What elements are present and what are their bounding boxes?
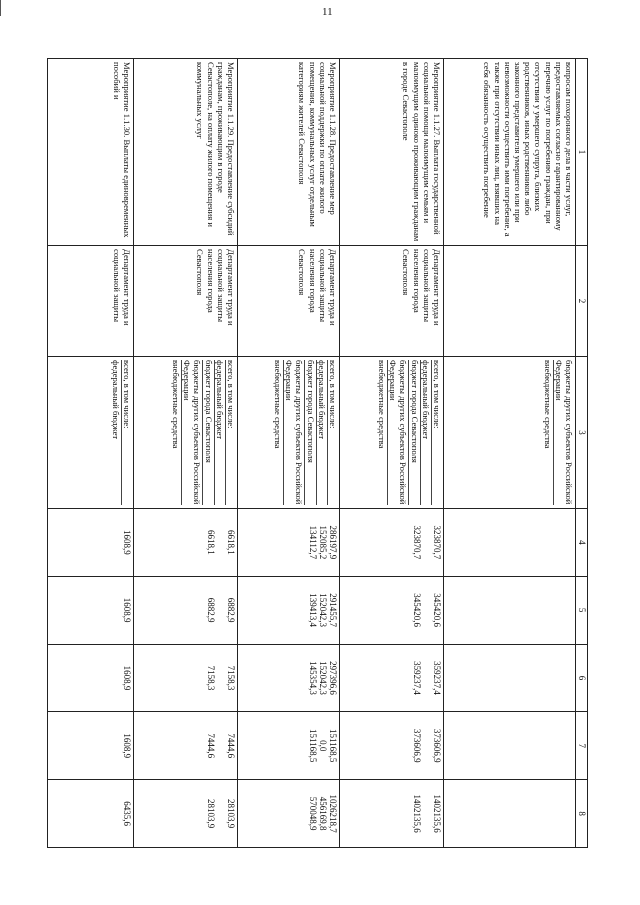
funding-source: бюджет города Севастополя <box>304 360 315 505</box>
responsible-executor: Департамент труда и социальной защиты <box>48 246 134 357</box>
funding-sources <box>134 357 238 509</box>
header-cell: 2 <box>576 246 588 357</box>
measure-description: Мероприятие 1.1.30. Выплаты единовременных пособий и <box>48 59 134 246</box>
funding-source: бюджеты других субъектов Российской Федерации <box>284 360 305 505</box>
funding-source: федеральный бюджет <box>214 360 225 505</box>
header-cell: 1 <box>576 59 588 246</box>
funding-source: бюджет города Севастополя <box>202 360 213 505</box>
funding-source: всего, в том числе: <box>121 360 132 505</box>
measure-description: Мероприятие 1.1.27. Выплата государственной социальной помощи малоимущим семьям и малоимущим одиноко проживающим гражданам в городе Севастополе <box>340 59 444 246</box>
measure-description: Мероприятие 1.1.29. Предоставление субсидий гражданам, проживающим в городе Севастополе, на оплату жилого помещения и коммунальных услуг <box>134 59 238 246</box>
funding-sources <box>444 357 576 509</box>
header-cell: 6 <box>576 644 588 712</box>
funding-sources <box>238 357 340 509</box>
rotated-table-container <box>48 58 588 848</box>
responsible-executor: Департамент труда и социальной защиты населения города Севастополя <box>238 246 340 357</box>
table-row: Мероприятие 1.1.30. Выплаты единовременных пособий и Департамент труда и социальной защиты всего, в том числе: федеральный бюджет 1608,9 1608,9 1608,9 1608,9 6435,6 <box>48 59 134 848</box>
funding-source: всего, в том числе: <box>225 360 236 505</box>
funding-source: всего, в том числе: <box>327 360 338 505</box>
funding-sources <box>340 357 444 509</box>
responsible-executor: Департамент труда и социальной защиты населения города Севастополя <box>340 246 444 357</box>
funding-source: внебюджетные средства <box>542 360 553 449</box>
measure-description: вопросам похоронного дела в части услуг, предоставляемых согласно гарантированному перечню услуг по погребению граждан, при отсутствии у умершего супруга, близких родственников, иных родственников либо законного представителя умершего или при невозможности осуществить ими погребение, а также при отсутствии иных лиц, взявших на себя обязанность осуществить погребение <box>444 59 576 246</box>
responsible-executor <box>444 246 576 357</box>
header-row <box>576 59 588 848</box>
responsible-executor: Департамент труда и социальной защиты населения города Севастополя <box>134 246 238 357</box>
page-number: 11 <box>322 6 333 18</box>
funding-source: бюджеты других субъектов Российской Федерации <box>388 360 409 505</box>
table-row: Мероприятие 1.1.28. Предоставление мер социальной поддержки по оплате жилого помещения, коммунальных услуг отдельным категориям жителей Севастополя Департамент труда и социальной защиты населения города Севастополя всего, в том числе: федеральный бюджет бюджет города Севастополя бюджеты других субъектов Российской Федерации внебюджетные средства 286197,9 152085,2 134112,7 291455,7 152042,3 139413,4 297396,6 152042,3 145354,3 151168,5 0,0 151168,5 1026218,7 456169,8 570048,9 <box>238 59 340 848</box>
funding-source: федеральный бюджет <box>420 360 431 505</box>
header-cell: 4 <box>576 509 588 577</box>
table-row: Мероприятие 1.1.29. Предоставление субсидий гражданам, проживающим в городе Севастополе, на оплату жилого помещения и коммунальных услуг Департамент труда и социальной защиты населения города Севастополя всего, в том числе: федеральный бюджет бюджет города Севастополя бюджеты других субъектов Российской Федерации внебюджетные средства 6618,1 6618,1 6882,9 6882,9 7158,3 7158,3 7444,6 7444,6 28103,9 28103,9 <box>134 59 238 848</box>
funding-source: федеральный бюджет <box>110 360 121 440</box>
budget-table <box>47 58 588 848</box>
funding-source: бюджеты других субъектов Российской Федерации <box>182 360 203 505</box>
table-row <box>444 59 576 848</box>
header-cell: 5 <box>576 576 588 644</box>
header-cell: 8 <box>576 780 588 848</box>
funding-source: бюджеты других субъектов Российской Федерации <box>553 360 574 505</box>
funding-source: всего, в том числе: <box>431 360 442 505</box>
measure-description: Мероприятие 1.1.28. Предоставление мер социальной поддержки по оплате жилого помещения, коммунальных услуг отдельным категориям жителей Севастополя <box>238 59 340 246</box>
funding-source: федеральный бюджет <box>316 360 327 505</box>
funding-source: бюджет города Севастополя <box>408 360 419 505</box>
header-cell: 3 <box>576 357 588 509</box>
funding-source: внебюджетные средства <box>376 360 387 449</box>
funding-sources <box>48 357 134 509</box>
header-cell: 7 <box>576 712 588 780</box>
funding-source: внебюджетные средства <box>272 360 283 449</box>
scan-edge-mark <box>0 0 1 16</box>
table-row: Мероприятие 1.1.27. Выплата государственной социальной помощи малоимущим семьям и малоимущим одиноко проживающим гражданам в городе Севастополе Департамент труда и социальной защиты населения города Севастополя всего, в том числе: федеральный бюджет бюджет города Севастополя бюджеты других субъектов Российской Федерации внебюджетные средства 323870,7 323870,7 345420,6 345420,6 359237,4 359237,4 373606,9 373606,9 1402135,6 1402135,6 <box>340 59 444 848</box>
funding-source: внебюджетные средства <box>170 360 181 449</box>
